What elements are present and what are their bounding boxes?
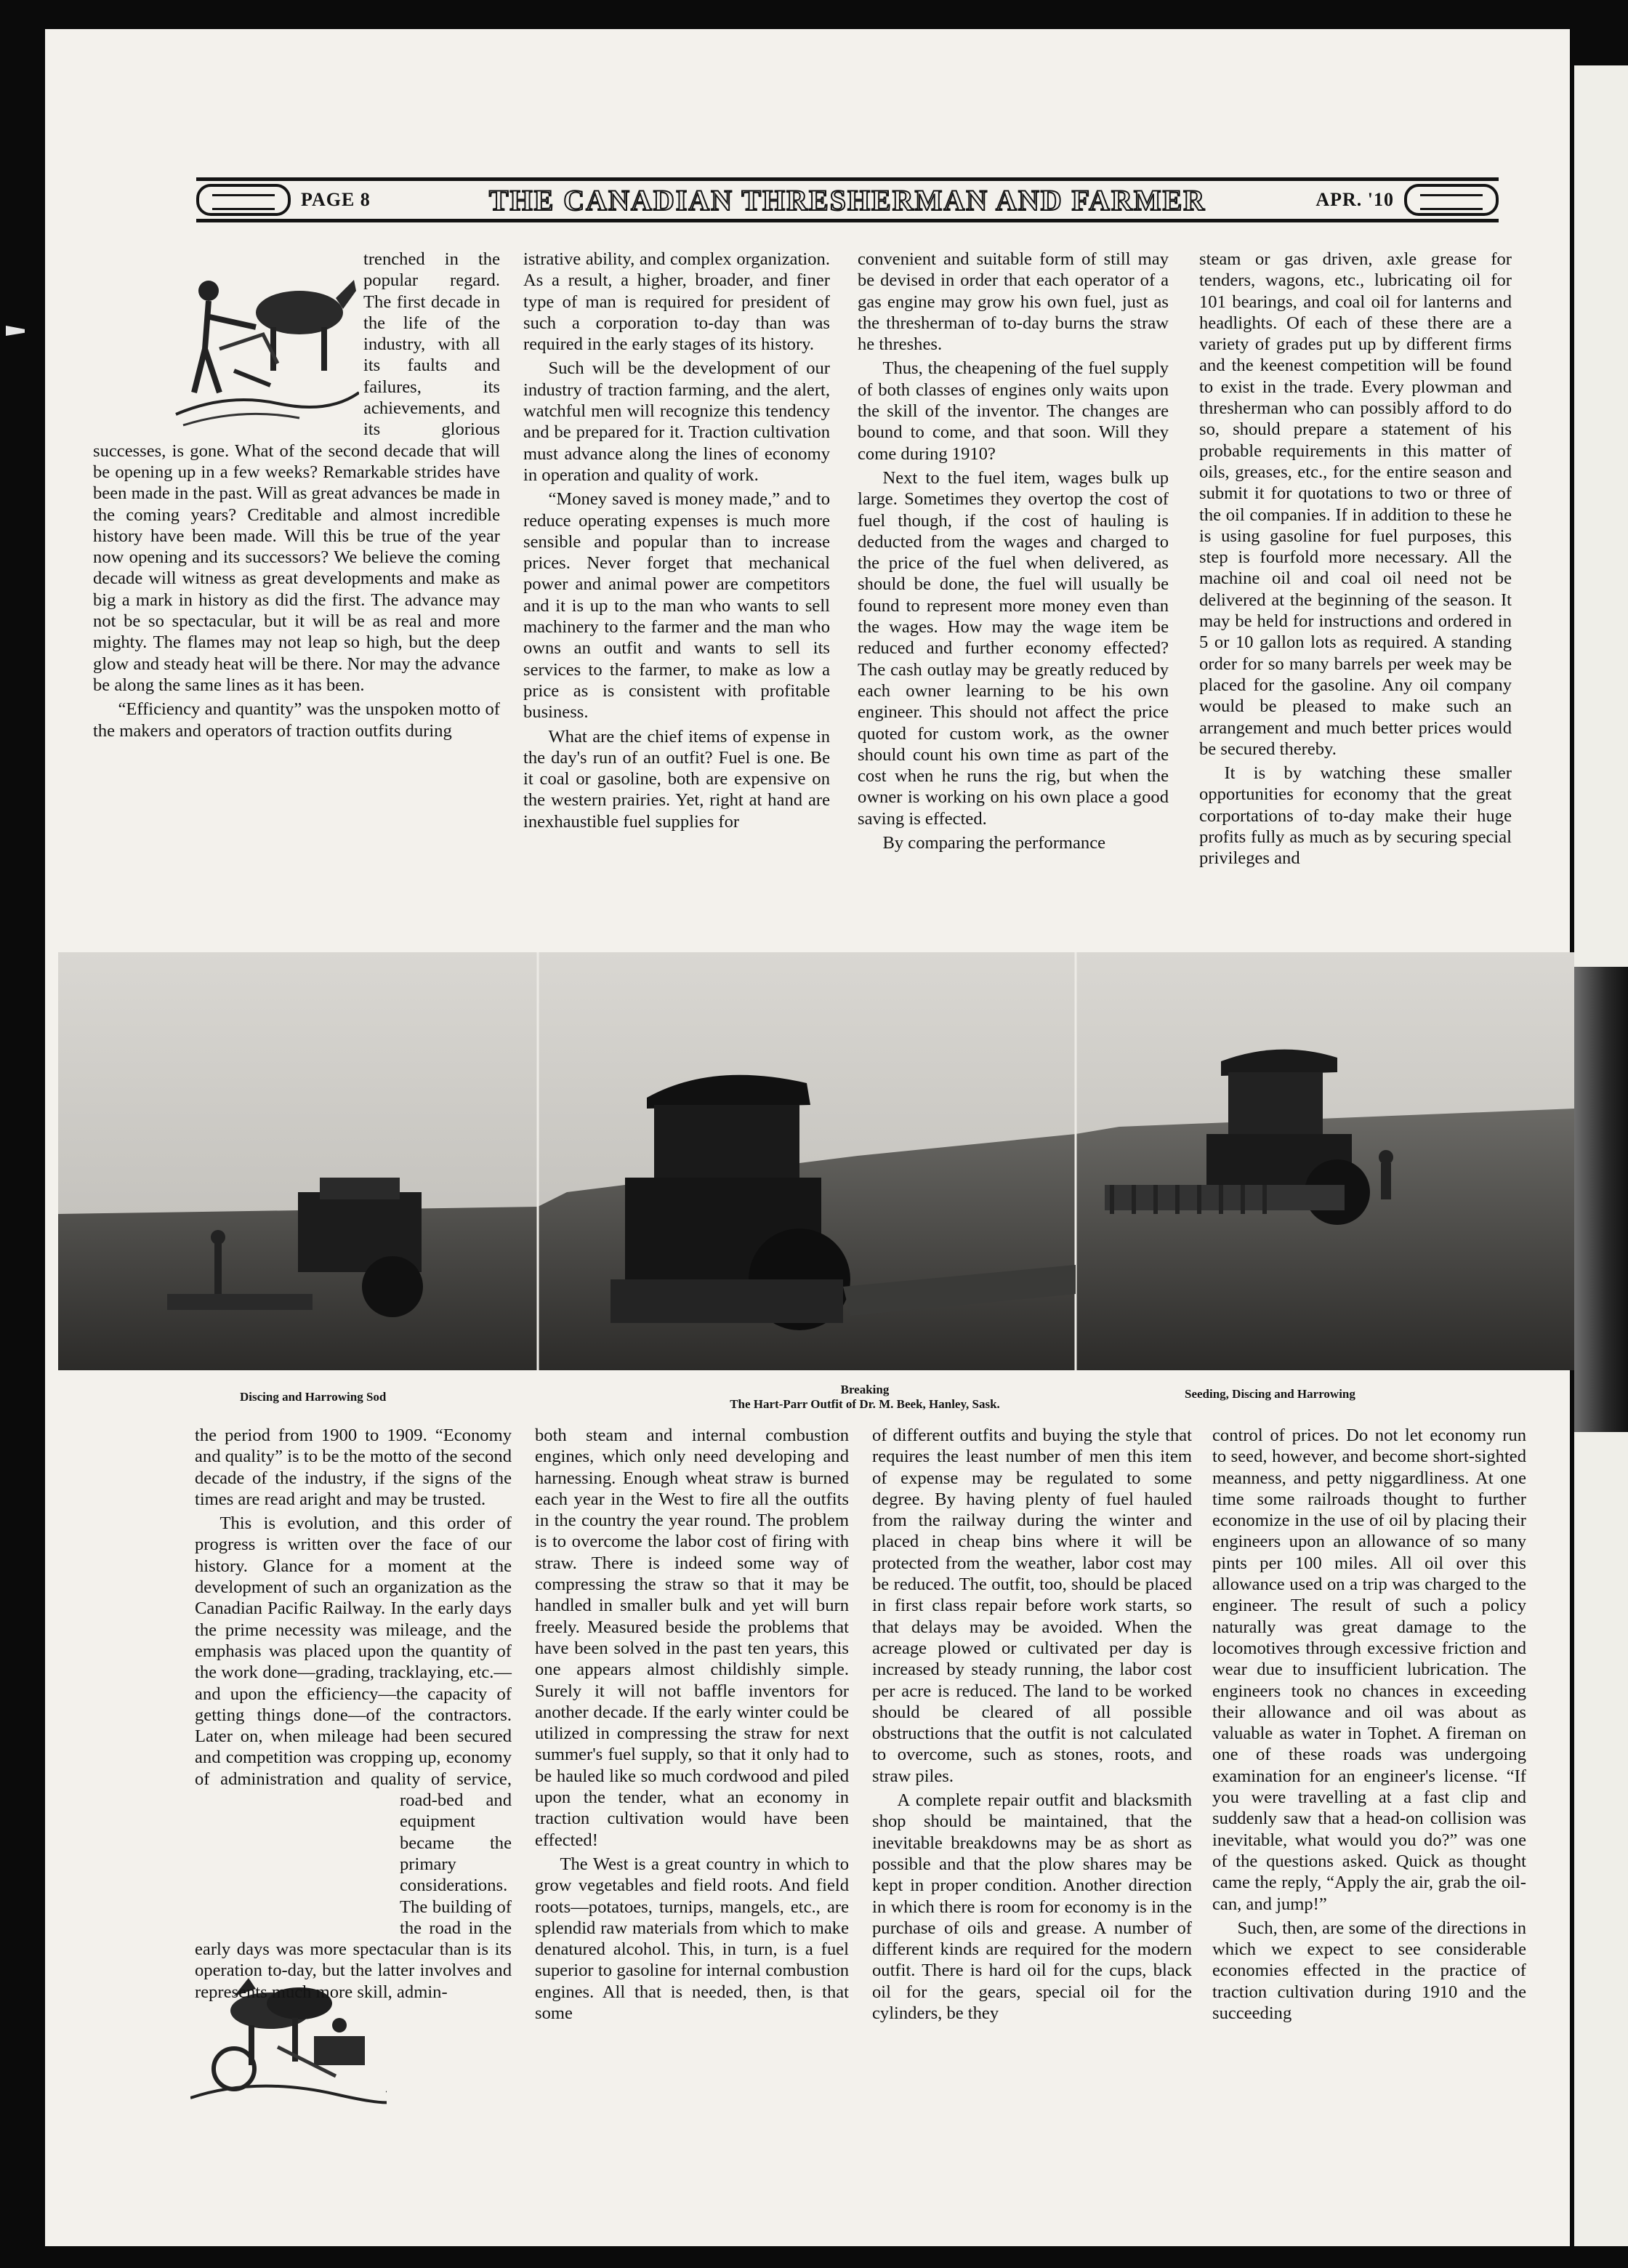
paragraph: Such will be the development of our industry of traction farming, and the alert, watchful men will recognize this tendency and be prepared for it. Traction cultivation must advance along the lines of economy in operation and quality of work. (523, 358, 830, 485)
caption-center-title: Breaking (840, 1383, 890, 1396)
paragraph: the period from 1900 to 1909. “Economy and quality” is to be the motto of the second decade of the industry, if the signs of the times are read aright and may be trusted. (195, 1425, 512, 1509)
paragraph: By comparing the performance (882, 833, 1106, 853)
adjacent-page-edge (1574, 65, 1628, 2246)
paragraph: both steam and internal combustion engines, which only need developing and harnessing. Enough wheat straw is burned each year in the West to fire all the outfits in the country the year round. The problem is to overcome the labor cost of firing with straw. There is indeed some way of compressing the straw so that it may be handled in smaller bulk and yet will burn freely. Measured beside the problems that have been solved in the past ten years, this one appears almost childishly simple. Surely it will not baffle inventors for another decade. If the early winter could be utilized in compressing the straw for next summer's fuel supply, so that it only had to be hauled like so much cordwood and piled upon the tender, what an economy in traction cultivation would have been effected! (535, 1425, 849, 1850)
paragraph: of different outfits and buying the style that requires the least number of men this item of expense may be regulated to some degree. By having plenty of fuel hauled from the railway during the winter and placed in cheap bins where it will be protected from the weather, labor cost may be reduced. The outfit, too, should be placed in first class repair before work starts, so that delays may be avoided. When the acreage plowed or cultivated per day is increased by steady running, the labor cost per acre is reduced. The land to be worked should be cleared of all possible obstructions that the outfit is not calculated to overcome, such as stones, roots, and straw piles. (872, 1425, 1192, 1786)
header-right-cartouche (1281, 181, 1499, 219)
paragraph: What are the chief items of expense in the day's run of an outfit? Fuel is one. Be it coal or gasoline, both are expensive on the western prairies. Yet, right at hand are inexhaustible fuel supplies for (523, 726, 830, 832)
masthead-title: THE CANADIAN THRESHERMAN AND FARMER (488, 183, 1206, 217)
article-column-bottom-4 (1212, 1425, 1526, 2024)
article-column-top-4 (1199, 249, 1512, 869)
scanner-edge-mark (6, 326, 25, 336)
caption-center-subtitle: The Hart-Parr Outfit of Dr. M. Beek, Hanley, Sask. (730, 1397, 1000, 1411)
paragraph: A complete repair outfit and blacksmith shop should be maintained, that the inevitable breakdowns may be as short as possible and that the plow shares may be kept in proper condition. Another direction in which there is room for economy is in the purchase of oils and grease. A number of different kinds are required for the modern outfit. There is hard oil for the cups, black oil for the gears, special oil for the cylinders, be they (872, 1790, 1192, 2024)
page-header (196, 177, 1499, 222)
paragraph: It is by watching these smaller opportunities for economy that the great corportations of to-day make their huge profits fully as much as by securing special privileges and (1199, 763, 1512, 869)
article-column-top-3 (858, 249, 1169, 853)
ornament-icon (196, 184, 291, 216)
paragraph: Thus, the cheapening of the fuel supply of both classes of engines only waits upon the skill of the inventor. The changes are bound to come, and that soon. Will they come during 1910? (858, 358, 1169, 464)
article-column-bottom-2 (535, 1425, 849, 2024)
paragraph: “Efficiency and quantity” was the unspoken motto of the makers and operators of traction outfits during (93, 699, 500, 741)
paragraph: steam or gas driven, axle grease for tenders, wagons, etc., lubricating oil for 101 bearings, and coal oil for lanterns and headlights. Of each of these there are a variety of grades put up by different firms and the keenest competition will be found to exist in the trade. Every plowman and thresherman who can possibly afford to do so, should prepare a statement of his probable requirements in this matter of oils, greases, etc., for the entire season and submit it for quotations to two or three of the oil companies. If in addition to these he is using gasoline for fuel purposes, this step is fourfold more necessary. All the machine oil and coal oil need not be delivered at the beginning of the season. It may be held for instructions and ordered in 5 or 10 gallon lots as required. A standing order for so many barrels per week may be placed for the gasoline. Any oil company would be pleased to make such an arrangement and much better prices would be secured thereby. (1199, 249, 1512, 759)
paragraph: convenient and suitable form of still may be devised in order that each operator of a gas engine may grow his own fuel, just as the thresherman of to-day burns the straw he threshes. (858, 249, 1169, 355)
paragraph-text: This is evolution, and this order of progress is written over the face of our history. Glance for a moment at the development of such an organization as the Canadian Pacific Railway. In the early days the prime necessity was mileage, and the emphasis was placed upon the quantity of the work done—grading, tracklaying, etc.—and upon the efficiency—the capacity of getting things done—of the contractors. Later on, when mileage had been secured and competition was cropping up, economy of administration and quality of service, road-bed and equipment became the primary considerations. The building of the road in the early days was more spectacular than is its operation to-day, but the latter involves and represents much more skill, admin- (195, 1513, 512, 2002)
page-number: PAGE 8 (301, 189, 371, 210)
caption-left-photo: Discing and Harrowing Sod (240, 1390, 387, 1404)
paragraph: “Money saved is money made,” and to reduce operating expenses is much more sensible and popular than to increase prices. Never forget that mechanical power and animal power are competitors and it is up to the man who wants to sell machinery to the farmer and the man who owns an outfit and wants to sell its services to the farmer, to make as low a price as is consistent with profitable business. (523, 489, 830, 723)
paragraph: control of prices. Do not let economy run to seed, however, and become short-sighted meanness, and petty niggardliness. At one time some railroads thought to further economize in the use of oil by placing their engineers upon an allowance of so many pints per 100 miles. All oil over this allowance used on a trip was charged to the engineer. The result of such a policy naturally was great damage to the locomotives through excessive friction and wear due to insufficient lubrication. The engineers took no chances in exceeding their allowance and oil was about as valuable as water in Tophet. A fireman on one of these roads was undergoing examination for an engineer's license. “If you were travelling at a fast clip and suddenly saw that a head-on collision was inevitable, what would you do?” was one of the questions asked. Quick as thought came the reply, “Apply the air, grab the oil-can, and jump!” (1212, 1425, 1526, 1914)
paragraph: Next to the fuel item, wages bulk up large. Sometimes they overtop the cost of fuel though, if the cost of hauling is deducted from the wages and charged to the price of the fuel when delivered, as should be done, the fuel will usually be found to represent more money even than the wages. How may the wage item be reduced and further economy effected? The cash outlay may be greatly reduced by each owner learning to be his own engineer. This should not affect the price quoted for custom work, as the owner should count his own time as part of the cost when he runs the rig, but when the owner is working on his own place a good saving is effected. (858, 467, 1169, 829)
header-left-cartouche (196, 181, 414, 219)
paragraph: istrative ability, and complex organization. As a result, a higher, broader, and finer type of man is required for president of such a corporation to-day than was required in the early stages of its history. (523, 249, 830, 355)
article-column-bottom-1 (195, 1425, 512, 2003)
article-column-top-2 (523, 249, 830, 832)
article-column-bottom-3 (872, 1425, 1192, 2024)
paragraph: Such, then, are some of the directions in which we expect to see considerable economies effected in the practice of traction cultivation during 1910 and the succeeding (1212, 1918, 1526, 2024)
woodcut-float-spacer (93, 249, 363, 430)
threshing-scene-icon (1404, 184, 1499, 216)
paragraph: trenched in the popular regard. The first decade in the life of the industry, with all its faults and failures, its achievements, and its glorious successes, is gone. What of the second decade that will be opening up in a few weeks? Remarkable strides have been made in the past. Will as great advances be made in the coming years? Creditable and almost incredible history have been made. Will this be true of the year now opening and its successors? We believe the coming decade will witness as great developments and make as big a mark in history as did the first. The advance may not be so spectacular, but it will be as real and more mighty. The flames may not leap so high, but the deep glow and steady heat will be there. Nor may the advance be along the same lines as it has been. (93, 249, 500, 695)
article-column-top-1 (93, 249, 500, 741)
caption-right-photo: Seeding, Discing and Harrowing (1185, 1387, 1355, 1401)
issue-date: APR. '10 (1315, 189, 1394, 210)
header-rule-bottom (196, 219, 1499, 222)
paragraph: The West is a great country in which to grow vegetables and field roots. And field roots—potatoes, turnips, mangels, etc., are splendid raw materials from which to make denatured alcohol. This, in turn, is a fuel superior to gasoline for internal combustion engines. All that is needed, then, is that some (535, 1854, 849, 2024)
tractor-photographs-band (58, 952, 1574, 1370)
woodcut-float-spacer (195, 1793, 400, 1938)
